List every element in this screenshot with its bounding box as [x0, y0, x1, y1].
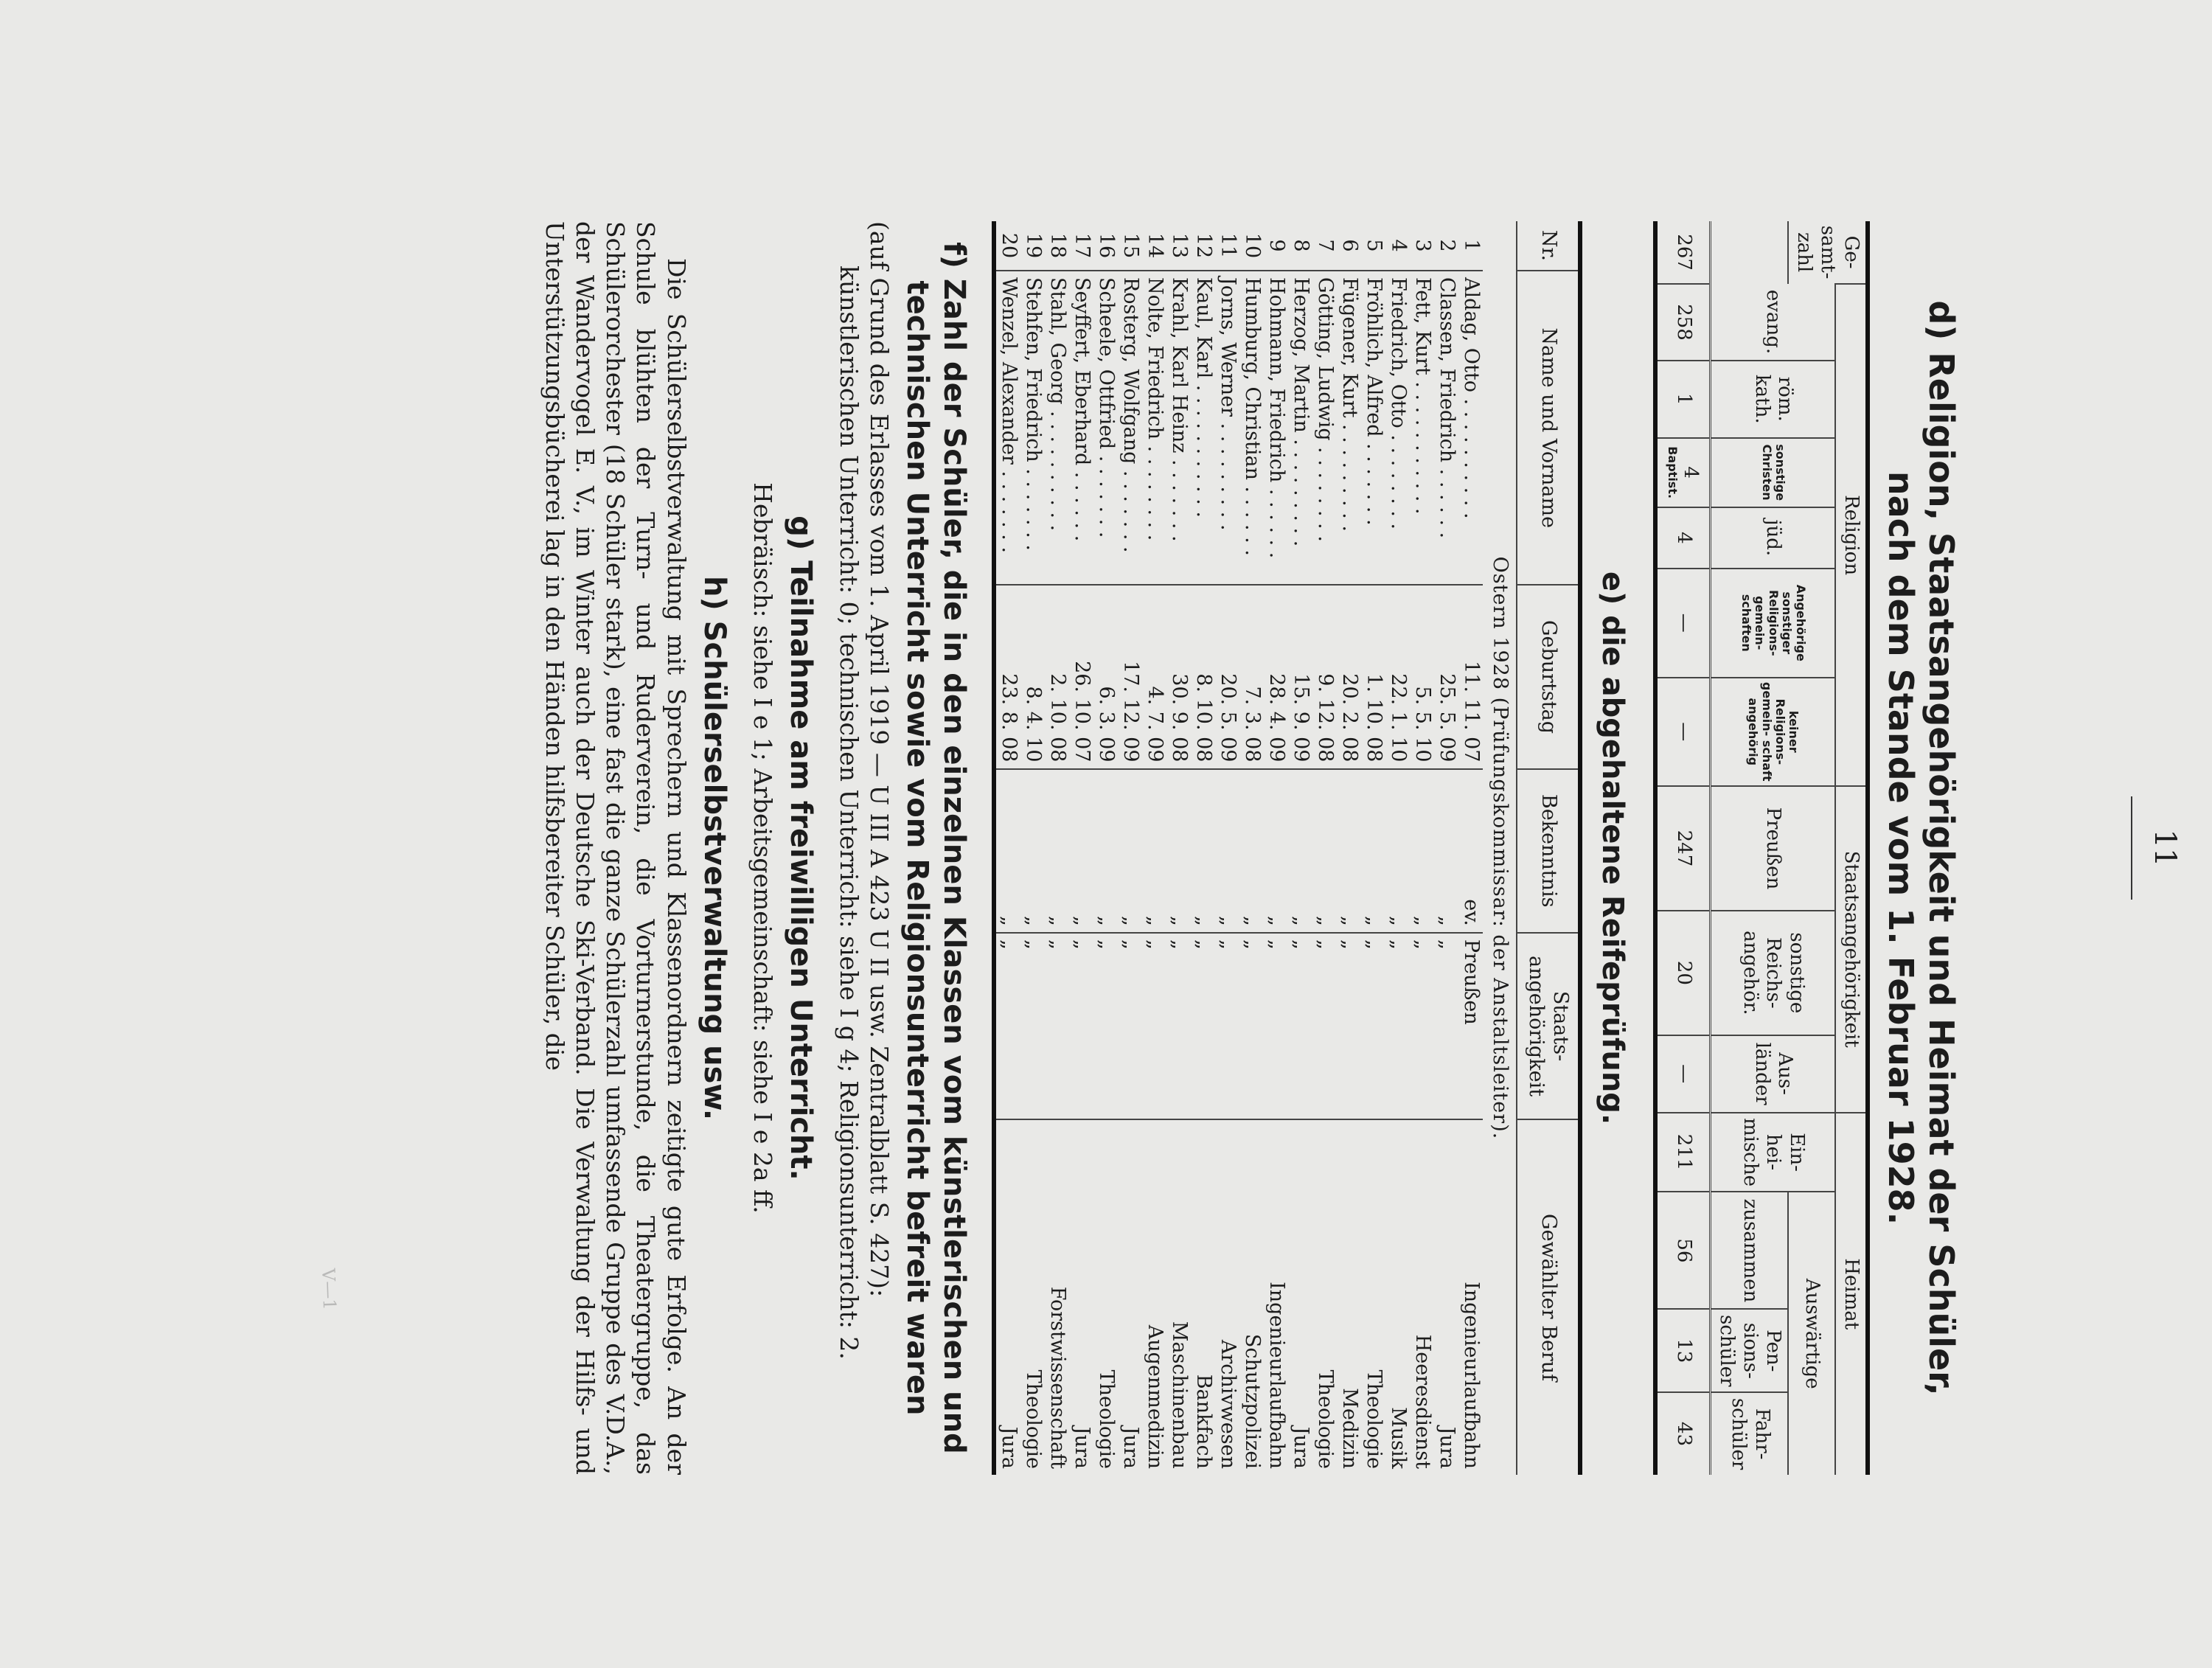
row-beruf: Jura	[1118, 1119, 1142, 1475]
row-nr: 18	[1046, 232, 1070, 259]
table-row	[1166, 221, 1191, 1475]
header-nr: Nr.	[1517, 221, 1580, 271]
row-nr: 5	[1363, 239, 1386, 252]
row-staat: „	[1118, 933, 1142, 1119]
row-geburtstag: 23. 8. 08	[994, 585, 1020, 768]
value-fahr: 43	[1655, 1392, 1711, 1475]
row-nr: 14	[1144, 232, 1167, 259]
row-bekenntnis: „	[1288, 769, 1312, 933]
row-name: Wenzel, Alexander . . . . . . .	[994, 271, 1020, 585]
row-beruf: Archivwesen	[1215, 1119, 1239, 1475]
header-angehoerige-sonstiger: Angehörige sonstiger Religions- gemein- schaften	[1711, 569, 1835, 678]
row-name: Scheele, Ottfried . . . . . . .	[1093, 271, 1118, 585]
row-bekenntnis: „	[1191, 769, 1215, 933]
header-staat: Staats- angehörigkeit	[1517, 933, 1580, 1119]
section-f-text1: (auf Grund des Erlasses vom 1. April 1919 — U III A 423 U II usw. Zentralblatt S. 427):	[865, 221, 894, 1298]
table-row	[1069, 221, 1093, 1475]
row-name: Fügener, Kurt . . . . . . . . .	[1337, 271, 1361, 585]
header-fahr: Fahr- schüler	[1711, 1392, 1789, 1475]
row-bekenntnis: „	[1239, 769, 1264, 933]
table-row	[1020, 221, 1045, 1475]
row-bekenntnis: „	[1337, 769, 1361, 933]
header-bekenntnis: Bekenntnis	[1517, 769, 1580, 933]
header-sonstige-christen: sonstige Christen	[1711, 438, 1835, 507]
row-name: Humburg, Christian . . . . . .	[1239, 271, 1264, 585]
row-bekenntnis: „	[1045, 769, 1069, 933]
row-bekenntnis: „	[1385, 769, 1410, 933]
row-bekenntnis: „	[1093, 769, 1118, 933]
row-bekenntnis: ev.	[1458, 769, 1483, 933]
section-h-title: h) Schülerselbstverwaltung usw.	[697, 575, 731, 1121]
row-name: Seyffert, Eberhard . . . . . .	[1069, 271, 1093, 585]
exam-table-body	[994, 221, 1517, 1475]
row-beruf: Theologie	[1093, 1119, 1118, 1475]
row-staat: „	[1142, 933, 1166, 1119]
row-bekenntnis: „	[1312, 769, 1337, 933]
table-row	[1312, 221, 1337, 1475]
value-gesamt: 267	[1655, 221, 1711, 284]
header-auswaertige: Auswärtige	[1788, 1192, 1834, 1475]
row-nr: 10	[1241, 232, 1265, 259]
exam-session-row	[1483, 221, 1517, 1475]
header-auslaender: Aus- länder	[1711, 1035, 1835, 1113]
section-g-text: Hebräisch: siehe I e 1; Arbeitsgemeinschaft: siehe I e 2a ff.	[748, 482, 777, 1214]
row-geburtstag: 6. 3. 09	[1093, 585, 1118, 768]
table-row	[1264, 221, 1288, 1475]
header-geburtstag: Geburtstag	[1517, 585, 1580, 768]
exam-table	[992, 221, 1582, 1475]
row-geburtstag: 8. 4. 10	[1020, 585, 1045, 768]
exam-section-title: e) die abgehaltene Reifeprüfung.	[1596, 571, 1630, 1125]
row-beruf: Theologie	[1312, 1119, 1337, 1475]
row-bekenntnis: „	[1118, 769, 1142, 933]
row-staat: „	[1239, 933, 1264, 1119]
row-nr: 17	[1071, 232, 1094, 259]
row-beruf: Medizin	[1337, 1119, 1361, 1475]
table-row	[1045, 221, 1069, 1475]
header-preussen: Preußen	[1711, 786, 1835, 911]
table-row	[1385, 221, 1410, 1475]
row-nr: 3	[1411, 239, 1435, 252]
row-beruf: Jura	[994, 1119, 1020, 1475]
row-bekenntnis: „	[1069, 769, 1093, 933]
value-einheimische: 211	[1655, 1113, 1711, 1192]
row-bekenntnis: „	[994, 769, 1020, 933]
header-keiner: keiner Religions- gemein- schaft angehörig	[1711, 678, 1835, 787]
religion-section-title	[1880, 221, 1961, 1475]
value-sonstige-christen-count: 4	[1680, 466, 1703, 479]
row-nr: 11	[1217, 232, 1240, 259]
row-geburtstag: 4. 7. 09	[1142, 585, 1166, 768]
footer-mark: V—1	[318, 1268, 340, 1311]
row-name: Stehfen, Friedrich . . . . . . .	[1020, 271, 1045, 585]
row-staat: „	[1191, 933, 1215, 1119]
row-geburtstag: 17. 12. 09	[1118, 585, 1142, 768]
header-pension: Pen- sions- schüler	[1711, 1309, 1789, 1392]
row-nr: 2	[1436, 239, 1459, 252]
row-staat: „	[1215, 933, 1239, 1119]
table-row	[1288, 221, 1312, 1475]
row-nr: 8	[1290, 239, 1313, 252]
value-roem-kath: 1	[1655, 361, 1711, 438]
section-f-title	[899, 221, 973, 1475]
row-beruf: Jura	[1288, 1119, 1312, 1475]
table-row	[1337, 221, 1361, 1475]
row-nr: 19	[1022, 232, 1046, 259]
exam-session: Ostern 1928 (Prüfungskommissar: der Anstaltsleiter).	[1489, 556, 1512, 1140]
row-nr: 4	[1387, 239, 1411, 252]
row-name: Stahl, Georg . . . . . . . . . .	[1045, 271, 1069, 585]
row-geburtstag: 2. 10. 08	[1045, 585, 1069, 768]
row-geburtstag: 1. 10. 08	[1361, 585, 1385, 768]
row-beruf: Augenmedizin	[1142, 1119, 1166, 1475]
row-geburtstag: 22. 1. 10	[1385, 585, 1410, 768]
row-beruf: Schutzpolizei	[1239, 1119, 1264, 1475]
row-staat: „	[1434, 933, 1458, 1119]
row-beruf: Jura	[1069, 1119, 1093, 1475]
header-evang: evang.	[1711, 284, 1835, 361]
row-staat: „	[1312, 933, 1337, 1119]
row-staat: „	[1288, 933, 1312, 1119]
row-bekenntnis: „	[1166, 769, 1191, 933]
page-number-rule	[2131, 796, 2132, 900]
row-bekenntnis: „	[1264, 769, 1288, 933]
row-name: Krahl, Karl Heinz . . . . . . .	[1166, 271, 1191, 585]
row-staat: „	[1385, 933, 1410, 1119]
row-nr: 7	[1314, 239, 1338, 252]
header-name: Name und Vorname	[1517, 271, 1580, 585]
row-geburtstag: 28. 4. 09	[1264, 585, 1288, 768]
row-bekenntnis: „	[1361, 769, 1385, 933]
header-einheimische: Ein- hei- mische	[1711, 1113, 1835, 1192]
table-row	[1239, 221, 1264, 1475]
section-f-title-line1: f) Zahl der Schüler, die in den einzelnen Klassen vom künstlerischen und	[937, 242, 972, 1454]
row-name: Aldag, Otto . . . . . . . . . .	[1458, 271, 1483, 585]
value-sonstige-christen-note: Baptist.	[1665, 446, 1680, 499]
section-h-text: Die Schülerselbstverwaltung mit Sprechern und Klassenordnern zeitigte gute Erfolge. An der Schule blühten der Turn- und Ruderverein, die Vorturnerstunde, die Theatergruppe, das Schülerorchester (18 Schüler stark), eine fast die ganze Schülerzahl umfassende Gruppe des V.D.A., der Wandervogel E. V., im Winter auch der Deutsche Ski-Verband. Die Verwaltung der Hilfs- und Unterstützungsbücherei lag in den Händen hilfsbereiter Schüler, die	[540, 221, 691, 1475]
row-nr: 12	[1192, 232, 1216, 259]
header-jued: jüd.	[1711, 507, 1835, 569]
row-staat: „	[1337, 933, 1361, 1119]
row-name: Götting, Ludwig . . . . . . . .	[1312, 271, 1337, 585]
row-staat: „	[1264, 933, 1288, 1119]
table-row	[1093, 221, 1118, 1475]
row-bekenntnis: „	[1020, 769, 1045, 933]
table-row	[1361, 221, 1385, 1475]
value-pension: 13	[1655, 1309, 1711, 1392]
value-sonstige-christen	[1655, 438, 1711, 507]
page-number: 11	[2148, 829, 2182, 867]
row-geburtstag: 20. 5. 09	[1215, 585, 1239, 768]
table-row	[1434, 221, 1458, 1475]
row-bekenntnis: „	[1434, 769, 1458, 933]
section-f-title-line2: technischen Unterricht sowie vom Religionsunterricht befreit waren	[900, 280, 935, 1416]
row-name: Friedrich, Otto . . . . . . . .	[1385, 271, 1410, 585]
row-beruf: Forstwissenschaft	[1045, 1119, 1069, 1475]
header-beruf: Gewählter Beruf	[1517, 1119, 1580, 1475]
table-row	[1458, 221, 1483, 1475]
row-geburtstag: 8. 10. 08	[1191, 585, 1215, 768]
row-beruf: Theologie	[1020, 1119, 1045, 1475]
value-jued: 4	[1655, 507, 1711, 569]
row-beruf: Maschinenbau	[1166, 1119, 1191, 1475]
row-name: Fröhlich, Alfred . . . . . . .	[1361, 271, 1385, 585]
value-sonstige-reich: 20	[1655, 911, 1711, 1035]
row-beruf: Musik	[1385, 1119, 1410, 1475]
table-row	[1410, 221, 1434, 1475]
value-angehoerige-sonstiger: —	[1655, 569, 1711, 678]
religion-values-row	[1655, 221, 1711, 1475]
row-staat: „	[1069, 933, 1093, 1119]
row-bekenntnis: „	[1410, 769, 1434, 933]
row-geburtstag: 7. 3. 08	[1239, 585, 1264, 768]
row-staat: „	[1410, 933, 1434, 1119]
row-staat: „	[1361, 933, 1385, 1119]
row-name: Classen, Friedrich . . . . . .	[1434, 271, 1458, 585]
row-name: Jorns, Werner . . . . . . . . .	[1215, 271, 1239, 585]
row-nr: 13	[1168, 232, 1192, 259]
row-geburtstag: 11. 11. 07	[1458, 585, 1483, 768]
row-name: Kaul, Karl . . . . . . . . . . .	[1191, 271, 1215, 585]
row-staat: „	[1166, 933, 1191, 1119]
row-name: Hohmann, Friedrich . . . . . .	[1264, 271, 1288, 585]
row-bekenntnis: „	[1142, 769, 1166, 933]
row-nr: 9	[1265, 239, 1289, 252]
table-row	[994, 221, 1020, 1475]
value-keiner: —	[1655, 678, 1711, 787]
row-geburtstag: 26. 10. 07	[1069, 585, 1093, 768]
row-name: Nolte, Friedrich . . . . . . . .	[1142, 271, 1166, 585]
religion-title-line2: nach dem Stande vom 1. Februar 1928.	[1880, 470, 1921, 1226]
row-beruf: Theologie	[1361, 1119, 1385, 1475]
table-row	[1142, 221, 1166, 1475]
row-geburtstag: 20. 2. 08	[1337, 585, 1361, 768]
row-nr: 6	[1338, 239, 1362, 252]
table-row	[1215, 221, 1239, 1475]
religion-title-line1: d) Religion, Staatsangehörigkeit und Heimat der Schüler,	[1921, 300, 1961, 1396]
religion-table	[1653, 221, 1869, 1475]
header-staatsangehoerigkeit: Staatsangehörigkeit	[1835, 786, 1868, 1112]
row-geburtstag: 5. 5. 10	[1410, 585, 1434, 768]
value-auslaender: —	[1655, 1035, 1711, 1113]
row-nr: 16	[1095, 232, 1119, 259]
row-bekenntnis: „	[1215, 769, 1239, 933]
section-f-text2: künstlerischen Unterricht: 0; technischen Unterricht: siehe I g 4; Religionsunterricht: 2.	[835, 265, 864, 1360]
table-row	[1191, 221, 1215, 1475]
section-g-title: g) Teilnahme am freiwilligen Unterricht.	[783, 515, 818, 1181]
row-nr: 15	[1119, 232, 1143, 259]
row-beruf: Heeresdienst	[1410, 1119, 1434, 1475]
row-beruf: Ingenieurlaufbahn	[1458, 1119, 1483, 1475]
row-name: Fett, Kurt . . . . . . . . . . .	[1410, 271, 1434, 585]
table-row	[1118, 221, 1142, 1475]
value-evang: 258	[1655, 284, 1711, 361]
row-geburtstag: 9. 12. 08	[1312, 585, 1337, 768]
row-name: Rosterg, Wolfgang . . . . . . .	[1118, 271, 1142, 585]
row-nr: 1	[1460, 239, 1484, 252]
header-zusammen: zusammen	[1711, 1192, 1789, 1309]
value-zusammen: 56	[1655, 1192, 1711, 1309]
row-beruf: Ingenieurlaufbahn	[1264, 1119, 1288, 1475]
row-staat: Preußen	[1458, 933, 1483, 1119]
row-staat: „	[1093, 933, 1118, 1119]
row-name: Herzog, Martin . . . . . . . . .	[1288, 271, 1312, 585]
header-gesamtzahl: Ge- samt- zahl	[1788, 221, 1867, 284]
header-heimat: Heimat	[1835, 1113, 1868, 1476]
row-beruf: Bankfach	[1191, 1119, 1215, 1475]
row-geburtstag: 25. 5. 09	[1434, 585, 1458, 768]
page-body	[192, 221, 2182, 1475]
row-nr: 20	[998, 232, 1021, 259]
row-staat: „	[1020, 933, 1045, 1119]
row-geburtstag: 30. 9. 08	[1166, 585, 1191, 768]
row-beruf: Jura	[1434, 1119, 1458, 1475]
row-geburtstag: 15. 9. 09	[1288, 585, 1312, 768]
header-religion: Religion	[1835, 284, 1868, 786]
value-preussen: 247	[1655, 786, 1711, 911]
row-staat: „	[994, 933, 1020, 1119]
header-roem-kath: röm. kath.	[1711, 361, 1835, 438]
header-sonstige-reich: sonstige Reichs- angehör.	[1711, 911, 1835, 1035]
row-staat: „	[1045, 933, 1069, 1119]
